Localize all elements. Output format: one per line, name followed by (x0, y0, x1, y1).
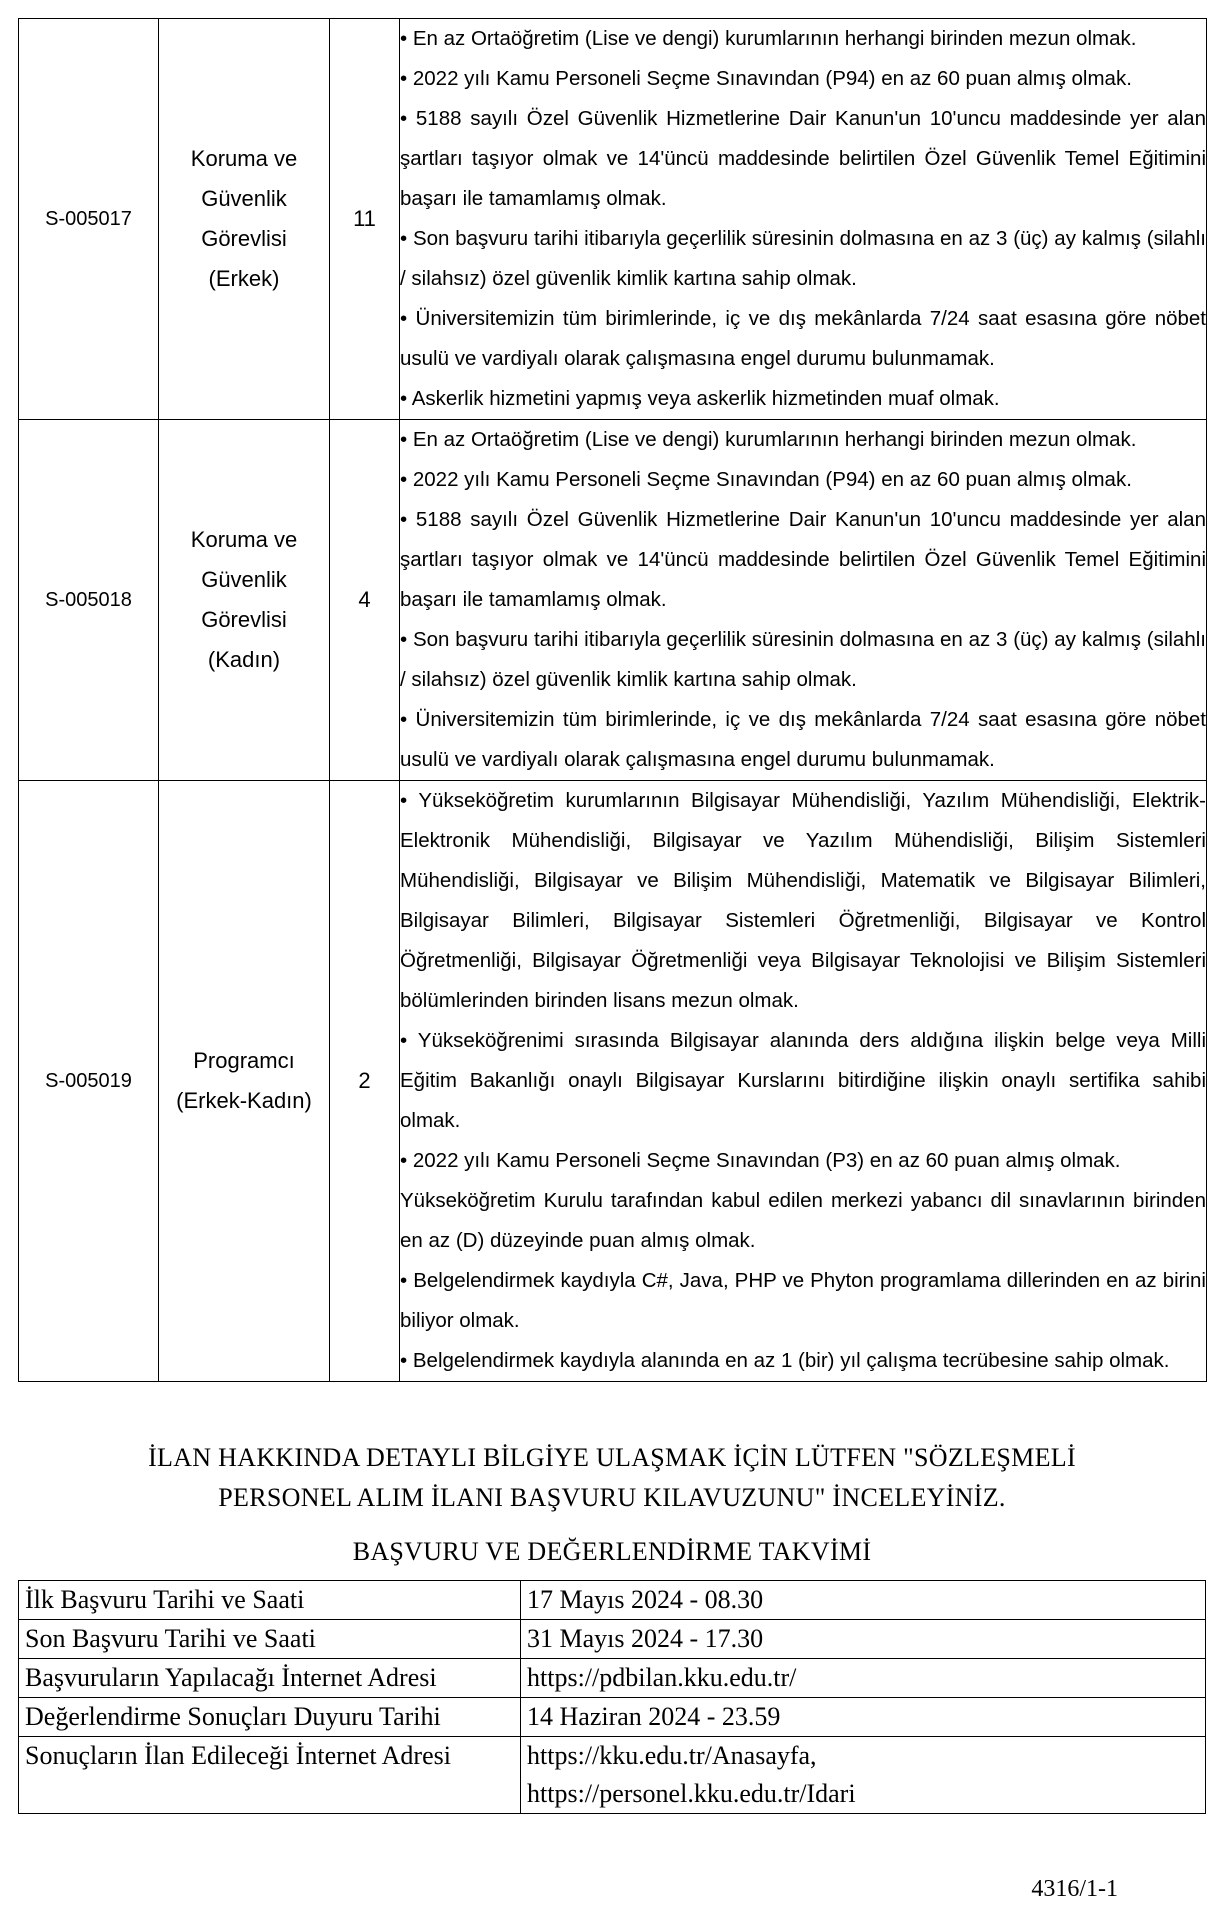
requirement-item: • Üniversitemizin tüm birimlerinde, iç ve dış mekânlarda 7/24 saat esasına göre nöbet usulü ve vardiyalı olarak çalışmasına engel durumu bulunmamak. (400, 708, 1206, 771)
positions-table (18, 18, 1207, 1382)
requirement-item: • En az Ortaöğretim (Lise ve dengi) kurumlarının herhangi birinden mezun olmak. (400, 27, 1137, 50)
requirement-item: • Yükseköğrenimi sırasında Bilgisayar alanında ders aldığına ilişkin belge veya Milli Eğitim Bakanlığı onaylı Bilgisayar Kurslarını bitirdiğine ilişkin onaylı sertifika sahibi olmak. (400, 1029, 1206, 1132)
position-row (19, 19, 1207, 420)
calendar-label: Sonuçların İlan Edileceği İnternet Adresi (19, 1737, 521, 1814)
calendar-row (19, 1581, 1206, 1620)
requirement-item: • Üniversitemizin tüm birimlerinde, iç ve dış mekânlarda 7/24 saat esasına göre nöbet usulü ve vardiyalı olarak çalışmasına engel durumu bulunmamak. (400, 307, 1206, 370)
calendar-label: Son Başvuru Tarihi ve Saati (19, 1620, 521, 1659)
position-title-line: (Erkek-Kadın) (176, 1088, 312, 1113)
calendar-title: BAŞVURU VE DEĞERLENDİRME TAKVİMİ (352, 1537, 872, 1566)
requirement-item: • 2022 yılı Kamu Personeli Seçme Sınavından (P3) en az 60 puan almış olmak. (400, 1149, 1121, 1172)
requirement-item: • En az Ortaöğretim (Lise ve dengi) kurumlarının herhangi birinden mezun olmak. (400, 428, 1137, 451)
position-title (159, 420, 330, 781)
position-title-line: Koruma ve (190, 146, 298, 171)
position-title-line: Güvenlik (201, 567, 287, 592)
calendar-label: Başvuruların Yapılacağı İnternet Adresi (19, 1659, 521, 1698)
requirement-item: • Son başvuru tarihi itibarıyla geçerlilik süresinin dolmasına en az 3 (üç) ay kalmış (silahlı / silahsız) özel güvenlik kimlik kartına sahip olmak. (400, 227, 1206, 290)
calendar-row (19, 1659, 1206, 1698)
requirement-item: • 5188 sayılı Özel Güvenlik Hizmetlerine Dair Kanun'un 10'uncu maddesinde yer alan şartları taşıyor olmak ve 14'üncü maddesinde belirtilen Özel Güvenlik Temel Eğitimini başarı ile tamamlamış olmak. (400, 107, 1206, 210)
requirement-item: Yükseköğretim Kurulu tarafından kabul edilen merkezi yabancı dil sınavlarının birinden en az (D) düzeyinde puan almış olmak. (400, 1189, 1206, 1252)
requirement-item: • Son başvuru tarihi itibarıyla geçerlilik süresinin dolmasına en az 3 (üç) ay kalmış (silahlı / silahsız) özel güvenlik kimlik kartına sahip olmak. (400, 628, 1206, 691)
notice-line-1: İLAN HAKKINDA DETAYLI BİLGİYE ULAŞMAK İÇİN LÜTFEN "SÖZLEŞMELİ (148, 1443, 1076, 1472)
position-row (19, 420, 1207, 781)
calendar-row (19, 1620, 1206, 1659)
position-code: S-005017 (19, 19, 159, 420)
calendar-value-line: 14 Haziran 2024 - 23.59 (527, 1702, 781, 1731)
position-title-line: Koruma ve (190, 527, 298, 552)
calendar-label: İlk Başvuru Tarihi ve Saati (19, 1581, 521, 1620)
calendar-value-line: https://kku.edu.tr/Anasayfa, (527, 1741, 817, 1770)
position-code: S-005018 (19, 420, 159, 781)
calendar-row (19, 1737, 1206, 1814)
requirement-item: • 2022 yılı Kamu Personeli Seçme Sınavından (P94) en az 60 puan almış olmak. (400, 468, 1132, 491)
position-requirements (400, 420, 1207, 781)
calendar-table (18, 1580, 1206, 1814)
position-requirements (400, 19, 1207, 420)
calendar-value-line: https://pdbilan.kku.edu.tr/ (527, 1663, 797, 1692)
requirement-item: • Askerlik hizmetini yapmış veya askerlik hizmetinden muaf olmak. (400, 387, 1000, 410)
notice-line-2: PERSONEL ALIM İLANI BAŞVURU KILAVUZUNU" İNCELEYİNİZ. (218, 1483, 1006, 1512)
calendar-value-line: 31 Mayıs 2024 - 17.30 (527, 1624, 764, 1653)
calendar-value (521, 1581, 1206, 1620)
position-count: 4 (330, 420, 400, 781)
calendar-value (521, 1698, 1206, 1737)
position-title (159, 781, 330, 1382)
calendar-value-line: 17 Mayıs 2024 - 08.30 (527, 1585, 764, 1614)
position-title-line: Görevlisi (201, 607, 287, 632)
position-row (19, 781, 1207, 1382)
calendar-value (521, 1737, 1206, 1814)
position-code: S-005019 (19, 781, 159, 1382)
calendar-value-line: https://personel.kku.edu.tr/Idari (527, 1779, 856, 1808)
position-title-line: (Erkek) (208, 266, 280, 291)
position-requirements (400, 781, 1207, 1382)
position-title-line: (Kadın) (207, 647, 281, 672)
requirement-item: • 2022 yılı Kamu Personeli Seçme Sınavından (P94) en az 60 puan almış olmak. (400, 67, 1132, 90)
calendar-row (19, 1698, 1206, 1737)
calendar-label: Değerlendirme Sonuçları Duyuru Tarihi (19, 1698, 521, 1737)
position-title-line: Görevlisi (201, 226, 287, 251)
calendar-value (521, 1620, 1206, 1659)
position-count: 2 (330, 781, 400, 1382)
position-title-line: Programcı (193, 1048, 295, 1073)
position-title (159, 19, 330, 420)
position-title-line: Güvenlik (201, 186, 287, 211)
page-reference: 4316/1-1 (1031, 1876, 1118, 1902)
requirement-item: • Belgelendirmek kaydıyla alanında en az 1 (bir) yıl çalışma tecrübesine sahip olmak. (400, 1349, 1170, 1372)
requirement-item: • 5188 sayılı Özel Güvenlik Hizmetlerine Dair Kanun'un 10'uncu maddesinde yer alan şartları taşıyor olmak ve 14'üncü maddesinde belirtilen Özel Güvenlik Temel Eğitimini başarı ile tamamlamış olmak. (400, 508, 1206, 611)
calendar-value (521, 1659, 1206, 1698)
requirement-item: • Yükseköğretim kurumlarının Bilgisayar Mühendisliği, Yazılım Mühendisliği, Elektrik-Elektronik Mühendisliği, Bilgisayar ve Yazılım Mühendisliği, Bilişim Sistemleri Mühendisliği, Bilgisayar ve Bilişim Mühendisliği, Matematik ve Bilgisayar Bilimleri, Bilgisayar Bilimleri, Bilgisayar Sistemleri Öğretmenliği, Bilgisayar ve Kontrol Öğretmenliği, Bilgisayar Öğretmenliği veya Bilgisayar Teknolojisi ve Bilişim Sistemleri bölümlerinden birinden lisans mezun olmak. (400, 789, 1206, 1012)
position-count: 11 (330, 19, 400, 420)
requirement-item: • Belgelendirmek kaydıyla C#, Java, PHP ve Phyton programlama dillerinden en az birini biliyor olmak. (400, 1269, 1206, 1332)
